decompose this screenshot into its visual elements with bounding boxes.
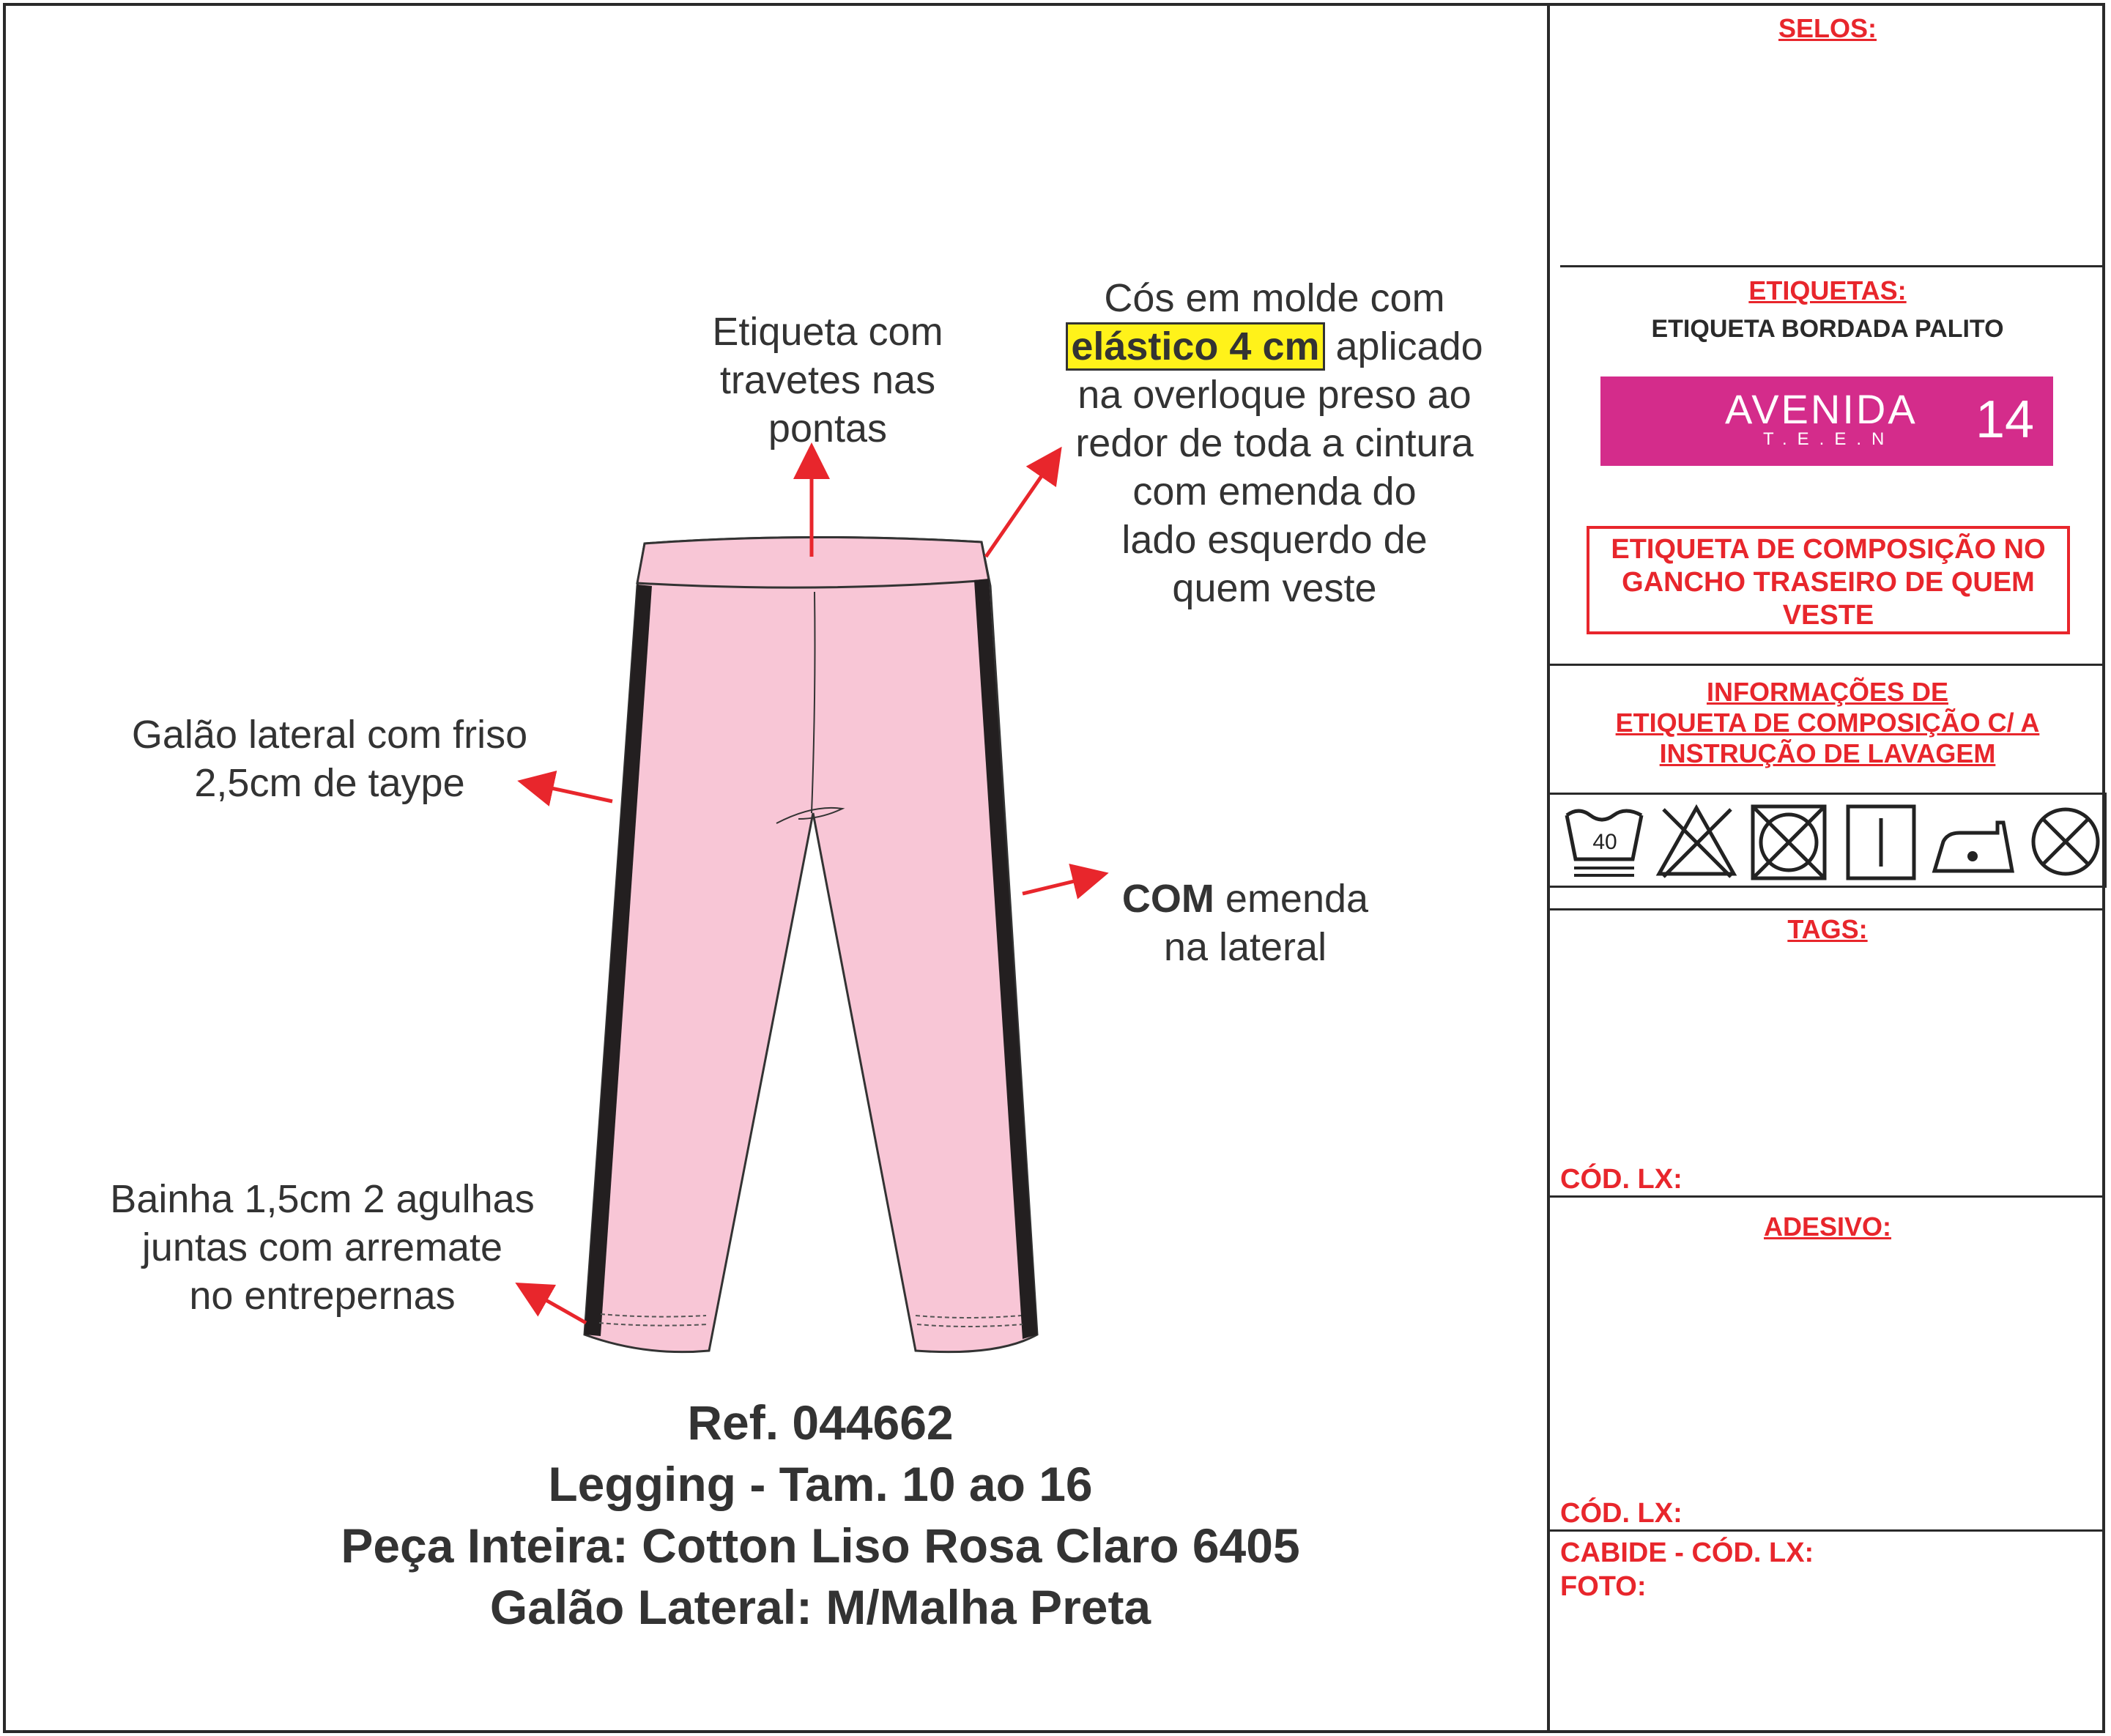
line-dry-icon [1838, 801, 1924, 883]
brand-label [1600, 376, 2053, 466]
annotation-galao: Galão lateral com friso 2,5cm de taype [131, 713, 528, 805]
cabide-cod-lx: CABIDE - CÓD. LX: [1560, 1537, 1814, 1568]
product-ref: Ref. 044662 [687, 1395, 954, 1450]
svg-text:40: 40 [1592, 830, 1617, 854]
adesivo-heading: ADESIVO: [1763, 1212, 1892, 1242]
product-fabric: Peça Inteira: Cotton Liso Rosa Claro 6405 [341, 1518, 1300, 1573]
selos-heading: SELOS: [1778, 13, 1877, 43]
brand-number: 14 [1975, 390, 2035, 449]
iron-low-icon [1930, 801, 2017, 883]
legging-body [585, 537, 1037, 1351]
composicao-box: ETIQUETA DE COMPOSIÇÃO NO GANCHO TRASEIRO DE QUEM VESTE [1587, 526, 2070, 634]
foto-label: FOTO: [1560, 1571, 1647, 1602]
annotation-emenda: COM emenda na lateral [1121, 877, 1369, 969]
annotation-etiqueta-travetes: Etiqueta com travetes nas pontas [712, 310, 943, 450]
cod-lx-adesivo: CÓD. LX: [1560, 1498, 1683, 1529]
tags-heading: TAGS: [1787, 914, 1868, 944]
no-bleach-icon [1653, 801, 1740, 883]
no-tumble-dry-icon [1745, 801, 1832, 883]
brand-sub: T.E.E.N [1763, 429, 1895, 449]
wash-40-icon [1561, 801, 1647, 883]
annotation-bainha: Bainha 1,5cm 2 agulhas juntas com arremate no entrepernas [110, 1177, 535, 1318]
product-trim: Galão Lateral: M/Malha Preta [489, 1580, 1151, 1634]
cod-lx-tags: CÓD. LX: [1560, 1164, 1683, 1195]
product-title-block [146, 1392, 1494, 1638]
no-dry-clean-icon [2022, 801, 2109, 883]
care-symbols [1547, 793, 2107, 888]
brand-name: AVENIDA [1725, 386, 1918, 432]
highlight-elastico: elástico 4 cm [1066, 322, 1324, 371]
etiquetas-heading: ETIQUETAS: [1748, 275, 1907, 305]
etiqueta-tipo: ETIQUETA BORDADA PALITO [1651, 315, 2004, 343]
annotation-cos: Cós em molde com elástico 4 cm aplicado na overloque preso ao redor de toda a cintura com emenda do lado esquerdo de quem veste [1025, 274, 1524, 612]
informacoes-heading: INFORMAÇÕES DE ETIQUETA DE COMPOSIÇÃO C/ A INSTRUÇÃO DE LAVAGEM [1615, 677, 2040, 768]
product-name: Legging - Tam. 10 ao 16 [548, 1457, 1093, 1511]
